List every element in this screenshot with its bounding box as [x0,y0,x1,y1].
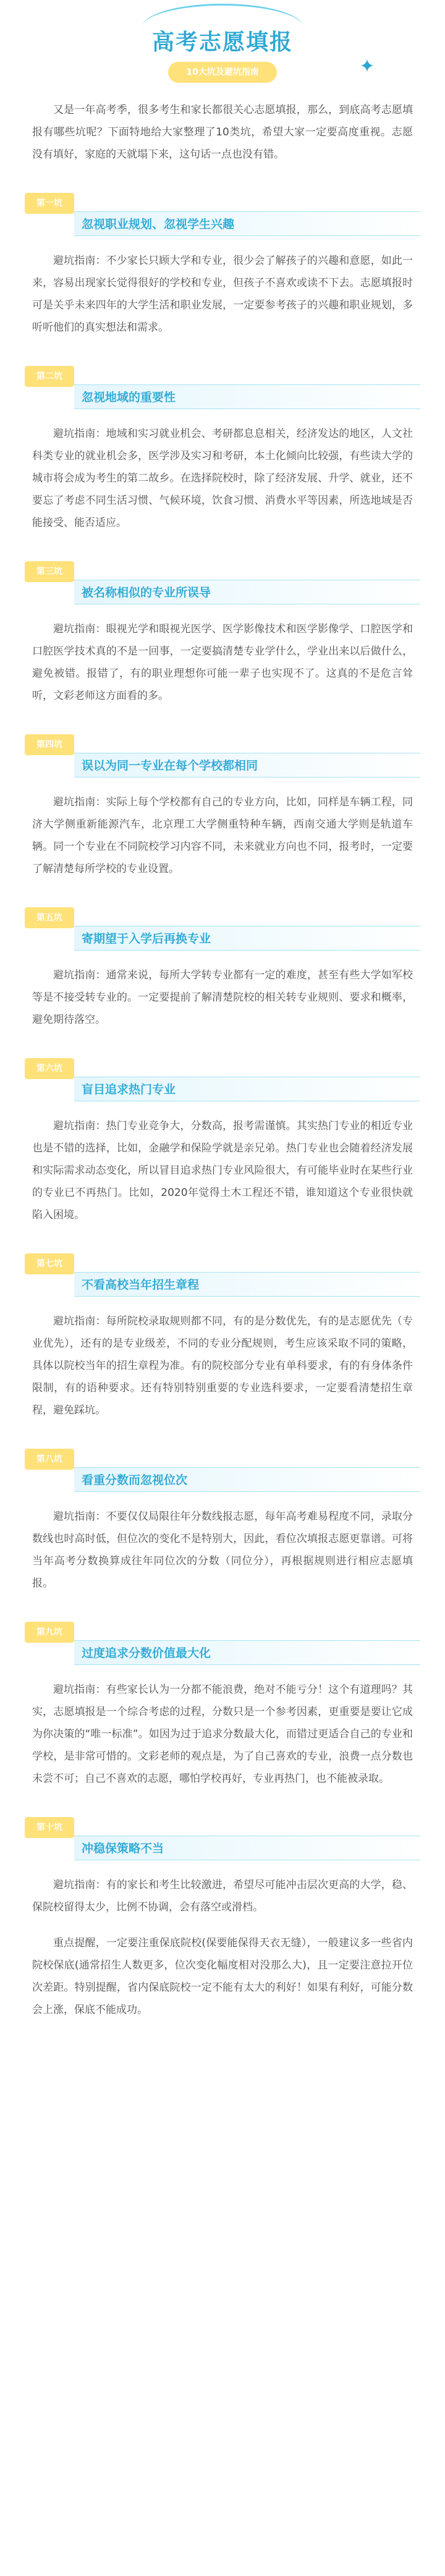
section-text: 避坑指南：地域和实习就业机会、考研都息息相关，经济发达的地区，人文社科类专业的就业机会多，医学涉及实习和考研，本土化倾向比较强，有些读大学的城市将会成为考生的第二故乡。在选择院校时，除了经济发展、升学、就业，还不要忘了考虑不同生活习惯、气候环境，饮食习惯、消费水平等因素，所选地域是否能接受、能否适应。 [32,428,413,529]
section-badge: 第八坑 [25,1449,74,1470]
section-body [0,964,445,1031]
section-6 [0,1058,445,1226]
section-title: 冲稳保策略不当 [82,1842,164,1855]
section-body [0,791,445,880]
section-header [0,1253,445,1290]
section-text: 避坑指南：有的家长和考生比较激进，希望尽可能冲击层次更高的大学，稳、保院校留得太少，比例不协调，会有落空或滑档。 [32,1879,413,1913]
section-text: 避坑指南：眼视光学和眼视光医学、医学影像技术和医学影像学、口腔医学和口腔医学技术真的不是一回事，一定要搞清楚专业学什么，学业出来以后做什么，避免被错。报错了，有的职业理想你可能一辈子也实现不了。这真的不是危言耸听，文彩老师这方面看的多。 [32,623,413,702]
section-body [0,1506,445,1595]
section-header [0,561,445,598]
section-title: 忽视地域的重要性 [82,391,176,404]
section-badge: 第一坑 [25,193,74,214]
section-body [0,1874,445,1918]
section-badge: 第四坑 [25,734,74,755]
header [0,0,445,99]
section-header [0,1817,445,1854]
section-badge: 第五坑 [25,907,74,928]
section-3 [0,561,445,707]
section-text: 避坑指南：每所院校录取规则都不同，有的是分数优先，有的是志愿优先（专业优先），还有的是专业级差，不同的专业分配规则，考生应该采取不同的策略，具体以院校当年的招生章程为准。有的院校部分专业有单科要求，有的有身体条件限制，有的语种要求。还有特别特别重要的专业选科要求，一定要看清楚招生章程，避免踩坑。 [32,1315,413,1417]
section-text: 避坑指南：热门专业竞争大，分数高，报考需谨慎。其实热门专业的相近专业也是不错的选择，比如，金融学和保险学就是亲兄弟。热门专业也会随着经济发展和实际需求动态变化，所以冒目追求热门专业风险很大，有可能毕业时在某些行业的专业已不再热门。比如，2020年觉得土木工程还不错，谁知道这个专业很快就陷入困境。 [32,1120,413,1221]
section-text: 避坑指南：不少家长只顾大学和专业，很少会了解孩子的兴趣和意愿，如此一来，容易出现家长觉得很好的学校和专业，但孩子不喜欢或读不下去。志愿填报时可是关乎未来四年的大学生活和职业发展，一定要参考孩子的兴趣和职业规划，多听听他们的真实想法和需求。 [32,255,413,334]
intro-text: 又是一年高考季，很多考生和家长都很关心志愿填报，那么，到底高考志愿填报有哪些坑呢？下面特地给大家整理了10类坑，希望大家一定要高度重视。志愿没有填好，家庭的天就塌下来，这句话一点也没有错。 [32,104,413,161]
section-header [0,366,445,403]
section-5 [0,907,445,1031]
section-4 [0,734,445,880]
section-header [0,193,445,230]
section-title: 寄期望于入学后再换专业 [82,932,211,946]
intro-paragraph [0,99,445,166]
section-7 [0,1253,445,1421]
closing-text: 重点提醒，一定要注重保底院校(保要能保得天衣无缝），一般建议多一些省内院校保底(通常招生人数更多，位次变化幅度相对没那么大)，且一定要注意拉开位次差距。特别提醒，省内保底院校一定不能有太大的利好！如果有利好，可能分数会上涨，保底不能成功。 [32,1937,413,2016]
section-body [0,250,445,339]
page-title: 高考志愿填报 [151,30,293,55]
section-body [0,423,445,534]
section-header [0,1622,445,1659]
sparkle-icon: ✦ [359,56,375,77]
section-10 [0,1817,445,1918]
section-title: 过度追求分数价值最大化 [82,1646,211,1660]
section-body [0,1115,445,1226]
section-title: 忽视职业规划、忽视学生兴趣 [82,218,235,231]
section-header [0,734,445,771]
section-8 [0,1449,445,1595]
section-title: 看重分数而忽视位次 [82,1473,188,1487]
closing-reminder [0,1932,445,2021]
section-badge: 第十坑 [25,1817,74,1838]
section-title: 盲目追求热门专业 [82,1083,176,1096]
section-text: 避坑指南：实际上每个学校都有自己的专业方向，比如，同样是车辆工程，同济大学侧重新能源汽车，北京理工大学侧重特种车辆，西南交通大学则是轨道车辆。同一个专业在不同院校学习内容不同，未来就业方向也不同，报考时，一定要了解清楚每所学校的专业设置。 [32,796,413,875]
section-9 [0,1622,445,1790]
section-body [0,1310,445,1421]
subtitle-badge: 10大坑及避坑指南 [168,62,277,83]
section-text: 避坑指南：不要仅仅局限往年分数线报志愿，每年高考难易程度不同，录取分数线也时高时低，但位次的变化不是特别大，因此，看位次填报志愿更靠谱。可将当年高考分数换算成往年同位次的分数（同位分），再根据规则进行相应志愿填报。 [32,1510,413,1590]
section-badge: 第六坑 [25,1058,74,1079]
section-header [0,1449,445,1486]
section-badge: 第七坑 [25,1253,74,1274]
section-badge: 第九坑 [25,1622,74,1643]
section-body [0,618,445,707]
section-text: 避坑指南：有些家长认为一分都不能浪费，绝对不能亏分！这个有道理吗？其实，志愿填报是一个综合考虑的过程，分数只是一个参考因素，更重要是要让它成为你决策的“唯一标准”。如因为过于追求分数最大化，而错过更适合自己的专业和学校，是非常可惜的。文彩老师的观点是，为了自己喜欢的专业，浪费一点分数也未尝不可；自己不喜欢的志愿，哪怕学校再好，专业再热门，也不能被录取。 [32,1684,413,1785]
section-2 [0,366,445,534]
section-1 [0,193,445,339]
section-badge: 第二坑 [25,366,74,387]
section-badge: 第三坑 [25,561,74,582]
section-title: 误以为同一专业在每个学校都相同 [82,759,258,773]
section-header [0,1058,445,1095]
section-body [0,1679,445,1790]
section-header [0,907,445,944]
section-title: 不看高校当年招生章程 [82,1278,200,1292]
section-title: 被名称相似的专业所误导 [82,586,211,600]
section-text: 避坑指南：通常来说，每所大学转专业都有一定的难度，甚至有些大学如军校等是不接受转专业的。一定要提前了解清楚院校的相关转专业规则、要求和概率，避免期待落空。 [32,969,413,1026]
header-arc-decoration [142,4,303,27]
